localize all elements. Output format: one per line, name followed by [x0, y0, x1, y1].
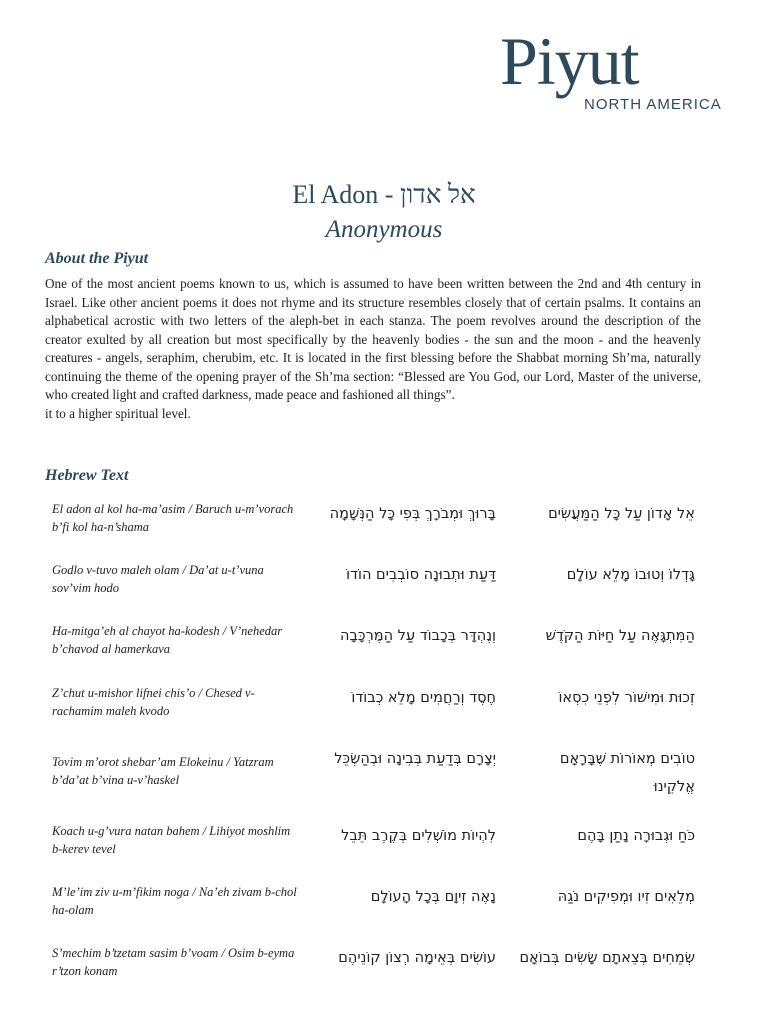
verse-hebrew-second-half: בָּרוּךְ וּמְבֹרָךְ בְּפִי כָּל הַנְּשָׁמָה — [329, 506, 496, 522]
verse-row — [0, 500, 768, 556]
verse-transliteration: Ha-mitga’eh al chayot ha-kodesh / V’nehedar b’chavod al hamerkava — [52, 624, 283, 656]
verse-hebrew-first-half: שְׂמֵחִים בְּצֵאתָם שָׂשִׂים בְּבוֹאָם — [519, 950, 695, 966]
verse-row — [0, 745, 768, 809]
verse-transliteration: Z’chut u-mishor lifnei chis’o / Chesed v-rachamim maleh kvodo — [52, 686, 255, 718]
verse-transliteration: El adon al kol ha-ma’asim / Baruch u-m’vorach b’fi kol ha-n’shama — [52, 502, 294, 534]
logo-region: NORTH AMERICA — [584, 96, 722, 113]
about-extra-line: it to a higher spiritual level. — [45, 405, 191, 421]
verse-row — [0, 944, 768, 1000]
verse-hebrew-first-half: כֹּחַ וּגְבוּרָה נָתַן בָּהֶם — [577, 828, 695, 844]
verse-transliteration: Koach u-g’vura natan bahem / Lihiyot moshlim b-kerev tevel — [52, 824, 291, 856]
about-paragraph: One of the most ancient poems known to us, which is assumed to have been written between the 2nd and 4th century in Israel. Like other ancient poems it does not rhyme and its structure resembles closely that of certain psalms. It contains an alphabetical acrostic with two letters of the aleph-bet in each stanza. The poem revolves around the description of the creator exulted by all creation but most specifically by the heavenly bodies - the sun and the moon - and the heavenly creatures - angels, seraphim, cherubim, etc. It is located in the first blessing before the Shabbat morning Sh’ma, naturally continuing the theme of the opening prayer of the Sh’ma section: “Blessed are You God, our Lord, Master of the universe, who created light and crafted darkness, made peace and fashioned all things”. — [45, 276, 701, 402]
verse-row — [0, 561, 768, 617]
verse-transliteration: Tovim m’orot shebar’am Elokeinu / Yatzram b’da’at b’vina u-v’haskel — [52, 755, 274, 787]
verse-hebrew-second-half: לִהְיוֹת מוֹשְׁלִים בְּקֶרֶב תֵּבֵל — [341, 828, 496, 844]
verse-transliteration: M’le’im ziv u-m’fikim noga / Na’eh zivam b-chol ha-olam — [52, 885, 297, 917]
verse-hebrew-second-half: דַּעַת וּתְבוּנָה סוֹבְבִים הוֹדוֹ — [346, 567, 496, 583]
verse-hebrew-second-half: נָאֶה זִיוָם בְּכָל הָעוֹלָם — [370, 889, 496, 905]
author: Anonymous — [325, 216, 443, 243]
verse-hebrew-first-half: זְכוּת וּמִישׁוֹר לִפְנֵי כִסְאוֹ — [558, 690, 695, 706]
verse-row — [0, 883, 768, 939]
page-title: El Adon - אל אדון — [292, 180, 476, 209]
verse-hebrew-first-half: אֵל אָדוֹן עַל כָּל הַמַּעֲשִׂים — [548, 506, 695, 522]
logo-wordmark: Piyut — [500, 23, 639, 99]
verse-transliteration: Godlo v-tuvo maleh olam / Da’at u-t’vuna sov’vim hodo — [52, 563, 264, 595]
verse-hebrew-second-half: יְצָרָם בְּדַעַת בְּבִינָה וּבְהַשְׂכֵּל — [334, 751, 496, 767]
verse-transliteration: S’mechim b’tzetam sasim b’voam / Osim b-eyma r’tzon konam — [52, 946, 295, 978]
piyut-logo — [500, 22, 730, 122]
verse-hebrew-first-half: מְלֵאִים זִיו וּמְפִיקִים נֹגַהּ — [557, 889, 695, 905]
hebrew-text-heading: Hebrew Text — [45, 467, 129, 484]
about-heading: About the Piyut — [45, 250, 149, 267]
verse-hebrew-first-half: הַמִּתְגָּאֶה עַל חַיּוֹת הַקֹּדֶשׁ — [545, 628, 695, 644]
verse-hebrew-second-half: וְנֶהְדָּר בְּכָבוֹד עַל הַמֶּרְכָּבָה — [340, 628, 496, 644]
about-text — [45, 275, 701, 423]
verse-row — [0, 684, 768, 740]
verse-hebrew-first-half: גָּדְלוֹ וְטוּבוֹ מָלֵא עוֹלָם — [566, 567, 695, 583]
verse-row — [0, 822, 768, 878]
verse-hebrew-first-half: טוֹבִים מְאוֹרוֹת שֶׁבָּרָאָם אֱלֹקֵינוּ — [559, 751, 695, 795]
verse-row — [0, 622, 768, 678]
verse-hebrew-second-half: עוֹשִׂים בְּאֵימָה רְצוֹן קוֹנֵיהֶם — [338, 950, 496, 966]
verse-hebrew-second-half: חֶסֶד וְרַחֲמִים מָלֵא כְבוֹדוֹ — [351, 690, 496, 706]
